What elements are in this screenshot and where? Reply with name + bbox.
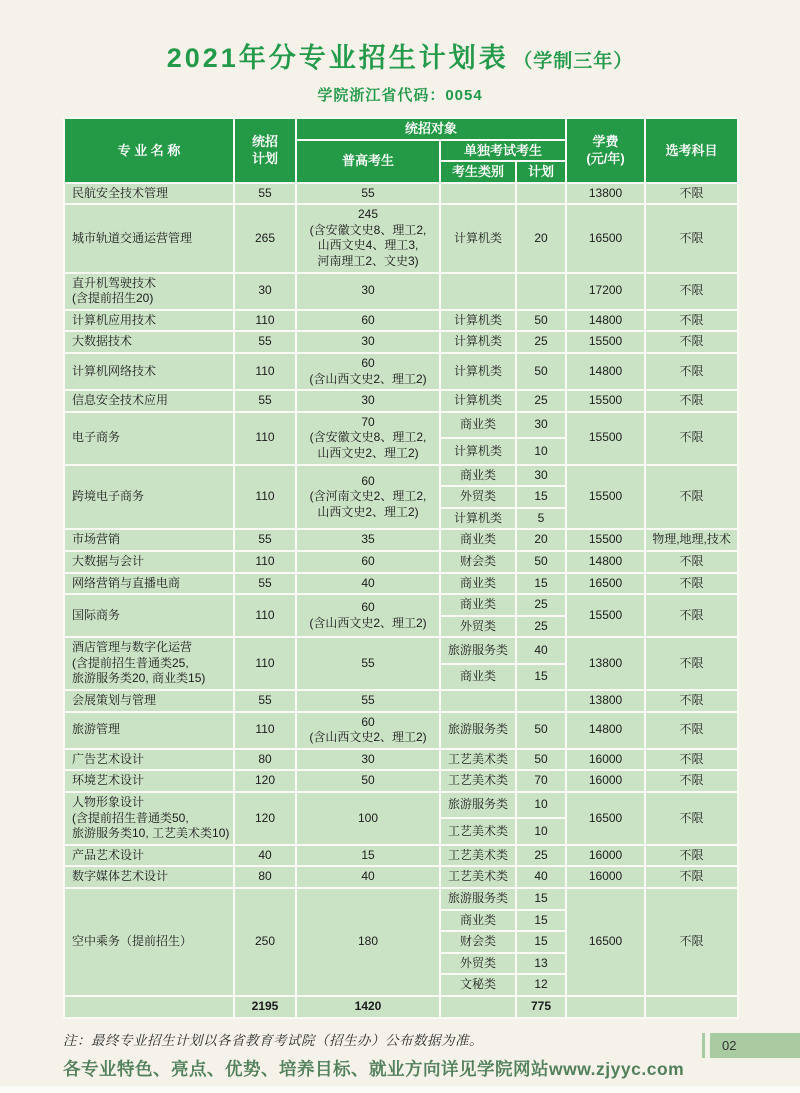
subjects-cell: 不限 [645,594,738,637]
exam-type-cell: 计算机类 [440,508,516,530]
major-name-cell: 网络营销与直播电商 [64,573,234,595]
subjects-cell: 不限 [645,749,738,771]
header-general-candidates: 普高考生 [296,140,440,183]
exam-plan-cell: 20 [516,204,566,272]
page-title-suffix: （学制三年） [513,51,634,72]
general-candidates-cell: 35 [296,529,440,551]
exam-type-cell [440,690,516,712]
header-subjects: 选考科目 [645,118,738,183]
subjects-cell: 不限 [645,690,738,712]
header-exam-plan: 计划 [516,161,566,183]
fee-cell: 14800 [566,353,645,390]
exam-type-cell: 工艺美术类 [440,866,516,888]
header-separate-exam: 单独考试考生 [440,140,566,162]
header-exam-type: 考生类别 [440,161,516,183]
major-name-cell: 信息安全技术应用 [64,390,234,412]
major-row [64,792,738,818]
totals-exam-plan-cell: 775 [516,996,566,1018]
unified-plan-cell: 110 [234,551,296,573]
exam-type-cell: 商业类 [440,573,516,595]
page-title-wrap [0,0,800,75]
exam-type-cell: 外贸类 [440,486,516,508]
table-header [64,118,738,183]
exam-type-cell: 外贸类 [440,616,516,638]
fee-cell: 15500 [566,465,645,530]
exam-type-cell: 计算机类 [440,310,516,332]
exam-plan-cell: 15 [516,486,566,508]
subjects-cell: 不限 [645,770,738,792]
major-row [64,749,738,771]
unified-plan-cell: 55 [234,573,296,595]
exam-plan-cell [516,183,566,205]
fee-cell: 15500 [566,331,645,353]
exam-plan-cell: 50 [516,353,566,390]
fee-cell: 16500 [566,204,645,272]
general-candidates-cell: 30 [296,273,440,310]
header-unified-plan-line1: 统招 [251,133,278,149]
unified-plan-cell: 110 [234,594,296,637]
exam-type-cell: 旅游服务类 [440,712,516,749]
exam-type-cell: 文秘类 [440,974,516,996]
subjects-cell: 不限 [645,845,738,867]
unified-plan-cell: 110 [234,712,296,749]
major-row [64,465,738,487]
general-candidates-cell: 55 [296,183,440,205]
table-body [64,183,738,996]
exam-plan-cell: 10 [516,792,566,818]
major-name-cell: 直升机驾驶技术 (含提前招生20) [64,273,234,310]
general-candidates-cell: 55 [296,637,440,690]
major-row [64,310,738,332]
major-row [64,353,738,390]
exam-type-cell: 外贸类 [440,953,516,975]
general-candidates-cell: 40 [296,866,440,888]
exam-plan-cell: 15 [516,931,566,953]
exam-plan-cell: 25 [516,845,566,867]
major-name-cell: 电子商务 [64,412,234,465]
fee-cell: 13800 [566,637,645,690]
major-name-cell: 大数据技术 [64,331,234,353]
footnote: 注：最终专业招生计划以各省教育考试院（招生办）公布数据为准。 [63,1032,483,1048]
major-row [64,204,738,272]
subjects-cell: 不限 [645,331,738,353]
major-row [64,594,738,616]
exam-plan-cell: 10 [516,818,566,844]
major-name-cell: 广告艺术设计 [64,749,234,771]
unified-plan-cell: 55 [234,183,296,205]
unified-plan-cell: 40 [234,845,296,867]
exam-type-cell: 计算机类 [440,331,516,353]
exam-plan-cell: 50 [516,749,566,771]
fee-cell: 16000 [566,866,645,888]
general-candidates-cell: 50 [296,770,440,792]
general-candidates-cell: 60 (含山西文史2、理工2) [296,353,440,390]
general-candidates-cell: 15 [296,845,440,867]
major-name-cell: 计算机网络技术 [64,353,234,390]
general-candidates-cell: 245 (含安徽文史8、理工2, 山西文史4、理工3, 河南理工2、文史3) [296,204,440,272]
subjects-cell: 不限 [645,465,738,530]
fee-cell: 16000 [566,845,645,867]
exam-type-cell: 计算机类 [440,353,516,390]
exam-plan-cell: 20 [516,529,566,551]
exam-type-cell: 财会类 [440,931,516,953]
major-row [64,573,738,595]
subjects-cell: 不限 [645,273,738,310]
header-target-group: 统招对象 [296,118,566,140]
fee-cell: 14800 [566,310,645,332]
exam-type-cell: 旅游服务类 [440,792,516,818]
exam-type-cell: 计算机类 [440,390,516,412]
major-name-cell: 大数据与会计 [64,551,234,573]
exam-plan-cell [516,273,566,310]
subjects-cell: 不限 [645,353,738,390]
exam-plan-cell: 15 [516,573,566,595]
unified-plan-cell: 30 [234,273,296,310]
major-row [64,712,738,749]
major-name-cell: 空中乘务（提前招生） [64,888,234,996]
fee-cell: 15500 [566,529,645,551]
totals-subjects-cell [645,996,738,1018]
unified-plan-cell: 110 [234,412,296,465]
subjects-cell: 不限 [645,888,738,996]
unified-plan-cell: 250 [234,888,296,996]
major-name-cell: 城市轨道交通运营管理 [64,204,234,272]
major-row [64,866,738,888]
header-major-name: 专 业 名 称 [64,118,234,183]
exam-plan-cell: 10 [516,438,566,464]
exam-plan-cell: 70 [516,770,566,792]
fee-cell: 16000 [566,770,645,792]
exam-type-cell: 工艺美术类 [440,770,516,792]
fee-cell: 16500 [566,888,645,996]
general-candidates-cell: 100 [296,792,440,845]
fee-cell: 15500 [566,594,645,637]
unified-plan-cell: 265 [234,204,296,272]
exam-plan-cell [516,690,566,712]
header-unified-plan-line2: 计划 [251,151,278,167]
fee-cell: 16500 [566,573,645,595]
totals-general-cell: 1420 [296,996,440,1018]
major-name-cell: 数字媒体艺术设计 [64,866,234,888]
subjects-cell: 不限 [645,712,738,749]
province-code-subtitle: 学院浙江省代码：0054 [317,87,483,104]
header-fee-line2: (元/年) [586,151,625,167]
exam-type-cell: 工艺美术类 [440,845,516,867]
major-row [64,770,738,792]
exam-type-cell: 商业类 [440,910,516,932]
general-candidates-cell: 30 [296,390,440,412]
exam-type-cell [440,273,516,310]
exam-type-cell: 商业类 [440,594,516,616]
page-number: 02 [710,1033,800,1058]
page-title: 2021年分专业招生计划表 [166,43,509,73]
totals-plan-cell: 2195 [234,996,296,1018]
unified-plan-cell: 55 [234,690,296,712]
major-name-cell: 人物形象设计 (含提前招生普通类50, 旅游服务类10, 工艺美术类10) [64,792,234,845]
header-unified-plan [234,118,296,183]
major-name-cell: 国际商务 [64,594,234,637]
exam-plan-cell: 25 [516,594,566,616]
major-row [64,690,738,712]
page-number-accent-bar [702,1033,705,1058]
exam-plan-cell: 15 [516,664,566,690]
subjects-cell: 不限 [645,390,738,412]
exam-plan-cell: 13 [516,953,566,975]
exam-type-cell: 商业类 [440,664,516,690]
major-name-cell: 民航安全技术管理 [64,183,234,205]
unified-plan-cell: 110 [234,637,296,690]
unified-plan-cell: 120 [234,792,296,845]
exam-type-cell: 计算机类 [440,204,516,272]
subjects-cell: 不限 [645,573,738,595]
fee-cell: 16000 [566,749,645,771]
unified-plan-cell: 110 [234,310,296,332]
fee-cell: 15500 [566,390,645,412]
major-row [64,637,738,663]
exam-type-cell: 工艺美术类 [440,749,516,771]
exam-plan-cell: 25 [516,390,566,412]
exam-type-cell: 计算机类 [440,438,516,464]
general-candidates-cell: 180 [296,888,440,996]
exam-type-cell: 商业类 [440,465,516,487]
header-fee-line1: 学费 [592,133,619,149]
subjects-cell: 不限 [645,637,738,690]
exam-plan-cell: 50 [516,551,566,573]
totals-fee-cell [566,996,645,1018]
major-name-cell: 市场营销 [64,529,234,551]
major-row [64,551,738,573]
exam-plan-cell: 30 [516,412,566,438]
header-fee [566,118,645,183]
subjects-cell: 不限 [645,412,738,465]
major-name-cell: 跨境电子商务 [64,465,234,530]
major-row [64,331,738,353]
general-candidates-cell: 60 [296,551,440,573]
unified-plan-cell: 120 [234,770,296,792]
subjects-cell: 不限 [645,866,738,888]
exam-type-cell: 商业类 [440,529,516,551]
exam-type-cell: 工艺美术类 [440,818,516,844]
general-candidates-cell: 40 [296,573,440,595]
major-row [64,183,738,205]
exam-type-cell [440,183,516,205]
fee-cell: 16500 [566,792,645,845]
general-candidates-cell: 70 (含安徽文史8、理工2, 山西文史2、理工2) [296,412,440,465]
subjects-cell: 不限 [645,204,738,272]
major-row [64,845,738,867]
major-row [64,390,738,412]
general-candidates-cell: 60 (含山西文史2、理工2) [296,712,440,749]
subjects-cell: 不限 [645,310,738,332]
exam-type-cell: 旅游服务类 [440,637,516,663]
exam-plan-cell: 15 [516,888,566,910]
exam-type-cell: 商业类 [440,412,516,438]
general-candidates-cell: 60 (含河南文史2、理工2, 山西文史2、理工2) [296,465,440,530]
unified-plan-cell: 110 [234,465,296,530]
unified-plan-cell: 80 [234,749,296,771]
exam-plan-cell: 12 [516,974,566,996]
fee-cell: 13800 [566,690,645,712]
unified-plan-cell: 80 [234,866,296,888]
totals-exam-type-cell [440,996,516,1018]
subjects-cell: 不限 [645,792,738,845]
fee-cell: 14800 [566,551,645,573]
general-candidates-cell: 60 [296,310,440,332]
unified-plan-cell: 110 [234,353,296,390]
exam-plan-cell: 25 [516,616,566,638]
subjects-cell: 不限 [645,551,738,573]
exam-plan-cell: 25 [516,331,566,353]
exam-plan-cell: 50 [516,310,566,332]
exam-plan-cell: 15 [516,910,566,932]
major-name-cell: 产品艺术设计 [64,845,234,867]
fee-cell: 15500 [566,412,645,465]
page-bottom-edge [0,1086,800,1093]
unified-plan-cell: 55 [234,390,296,412]
exam-plan-cell: 40 [516,866,566,888]
exam-type-cell: 财会类 [440,551,516,573]
exam-plan-cell: 40 [516,637,566,663]
major-row [64,888,738,910]
fee-cell: 13800 [566,183,645,205]
totals-row [64,996,738,1018]
general-candidates-cell: 30 [296,331,440,353]
major-name-cell: 环境艺术设计 [64,770,234,792]
fee-cell: 17200 [566,273,645,310]
general-candidates-cell: 55 [296,690,440,712]
major-name-cell: 酒店管理与数字化运营 (含提前招生普通类25, 旅游服务类20, 商业类15) [64,637,234,690]
exam-plan-cell: 50 [516,712,566,749]
fee-cell: 14800 [566,712,645,749]
unified-plan-cell: 55 [234,331,296,353]
enrollment-plan-table [63,117,739,1019]
major-row [64,412,738,438]
major-name-cell: 会展策划与管理 [64,690,234,712]
subjects-cell: 物理,地理,技术 [645,529,738,551]
totals-name-cell [64,996,234,1018]
major-name-cell: 计算机应用技术 [64,310,234,332]
major-row [64,529,738,551]
general-candidates-cell: 30 [296,749,440,771]
major-row [64,273,738,310]
exam-type-cell: 旅游服务类 [440,888,516,910]
unified-plan-cell: 55 [234,529,296,551]
subjects-cell: 不限 [645,183,738,205]
exam-plan-cell: 30 [516,465,566,487]
general-candidates-cell: 60 (含山西文史2、理工2) [296,594,440,637]
website-line: 各专业特色、亮点、优势、培养目标、就业方向详见学院网站www.zjyyc.com [63,1058,685,1079]
exam-plan-cell: 5 [516,508,566,530]
major-name-cell: 旅游管理 [64,712,234,749]
